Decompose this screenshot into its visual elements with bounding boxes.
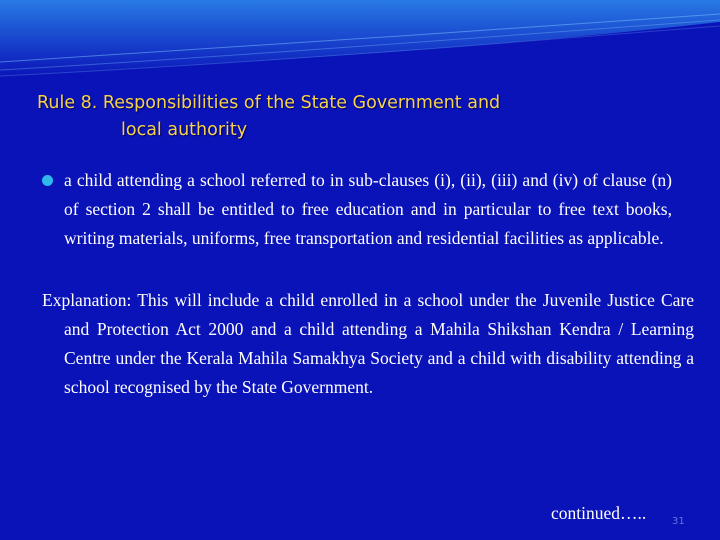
slide-title: [37, 90, 677, 144]
page-number: 31: [672, 516, 685, 527]
bullet-text: a child attending a school referred to in sub-clauses (i), (ii), (iii) and (iv) of clause (n) of section 2 shall be entitled to free education and in particular to free text books, writing materials, uniforms, free transportation and residential facilities as applicable.: [64, 170, 672, 248]
slide-title-line-2: local authority: [121, 120, 248, 140]
slide-title-line-1: Rule 8. Responsibilities of the State Government and: [37, 93, 501, 113]
bullet-item: [42, 166, 672, 253]
bullet-dot-icon: [42, 175, 53, 186]
continued-label: continued…..: [551, 503, 647, 523]
explanation-paragraph: Explanation: This will include a child enrolled in a school under the Juvenile Justice Care and Protection Act 2000 and a child attending a Mahila Shikshan Kendra / Learning Centre under the Kerala Mahila Samakhya Society and a child with disability attending a school recognised by the State Government.: [42, 290, 694, 397]
